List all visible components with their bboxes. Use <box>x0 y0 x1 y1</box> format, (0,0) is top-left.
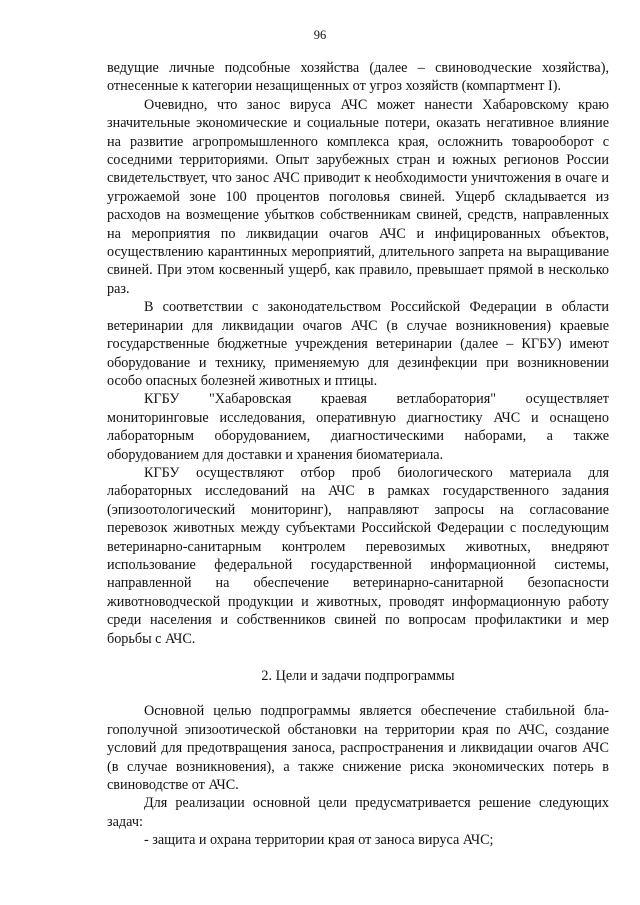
page-number: 96 <box>313 28 327 42</box>
paragraph-main-goal: Основной целью подпрограммы является обеспечение стабильной благополучной эпизоотической обстановки на территории края по АЧС, создание условий для предотвращения заноса, распространения и ликвидации очагов АЧС (в случае возникновения), а также снижение риска экономических потерь в свиноводстве от АЧС. <box>107 703 609 794</box>
paragraph-tasks-intro: Для реализации основной цели предусматривается решение следующих задач: <box>107 795 609 830</box>
paragraph-kgbu-activities: КГБУ осуществляют отбор проб биологического материала для лабораторных исследований на АЧС в рамках государственного задания (эпизоотологический мониторинг), направляют запросы на согласование перевозок животных между субъектами Российской Федерации с последующим ветеринарно-санитарным контролем перевозимых животных, внедряют использование федеральной государственной информационной системы, направленной на обеспечение ветеринарно-санитарной безопасности животноводческой продукции и животных, проводят информационную работу среди населения и собственников свиней по вопросам профилактики и мер борьбы с АЧС. <box>107 464 609 647</box>
paragraph-vet-lab: КГБУ "Хабаровская краевая ветлаборатория" осуществляет мониторинговые исследования, оперативную диагностику АЧС и оснащено лабораторным оборудованием, диагностическими наборами, а также оборудованием для доставки и хранения биоматериала. <box>107 391 609 463</box>
paragraph-legislation: В соответствии с законодательством Российской Федерации в области ветеринарии для ликвидации очагов АЧС (в случае возникновения) краевые государственные бюджетные учреждения ветеринарии (далее – КГБУ) имеют оборудование и технику, применяемую для дезинфекции при возникновении особо опасных болезней животных и птицы. <box>107 299 609 389</box>
document-body <box>107 59 609 850</box>
section-heading: 2. Цели и задачи подпрограммы <box>261 668 455 684</box>
paragraph-asf-damage: Очевидно, что занос вируса АЧС может нанести Хабаровскому краю значительные экономические и социальные потери, оказать негативное влияние на развитие агропромышленного комплекса края, осложнить товарооборот с соседними территориями. Опыт зарубежных стран и южных регионов России свидетельствует, что занос АЧС приводит к необходимости уничтожения в очаге и угрожаемой зоне 100 процентов поголовья свиней. Ущерб складывается из расходов на возмещение убытков собственникам свиней, средств, направленных на мероприятия по ликвидации очагов АЧС и инфицированных объектов, осуществлению карантинных мероприятий, длительного запрета на выращивание свиней. При этом косвенный ущерб, как правило, превышает прямой в несколько раз. <box>107 96 609 297</box>
paragraph-farms-continuation: ведущие личные подсобные хозяйства (далее – свиноводческие хозяйства), отнесенные к категории незащищенных от угроз хозяйств (компартмент I). <box>107 60 609 95</box>
list-item-task-protection: - защита и охрана территории края от заноса вируса АЧС; <box>144 832 494 849</box>
